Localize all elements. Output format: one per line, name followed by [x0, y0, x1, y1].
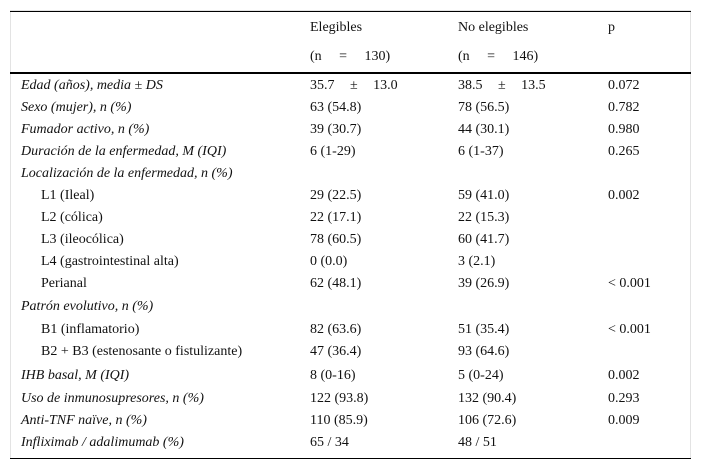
row-eligible: 122 (93.8): [310, 391, 369, 406]
row-noneligible: 132 (90.4): [458, 391, 517, 406]
row-noneligible: 39 (26.9): [458, 276, 510, 291]
row-p: < 0.001: [608, 322, 651, 337]
row-eligible: 8 (0-16): [310, 368, 356, 383]
row-p: 0.009: [608, 413, 640, 428]
row-noneligible: 44 (30.1): [458, 122, 510, 137]
row-label: Duración de la enfermedad, M (IQI): [21, 144, 227, 159]
row-section-label: Localización de la enfermedad, n (%): [21, 166, 233, 181]
row-p: < 0.001: [608, 276, 651, 291]
table-top-rule: [10, 11, 691, 12]
row-eligible: 6 (1-29): [310, 144, 356, 159]
row-eligible: 47 (36.4): [310, 344, 362, 359]
row-label: IHB basal, M (IQI): [21, 368, 130, 383]
header-eligible-title: Elegibles: [310, 20, 363, 35]
row-eligible: 62 (48.1): [310, 276, 362, 291]
row-noneligible: 5 (0-24): [458, 368, 504, 383]
row-noneligible: 22 (15.3): [458, 210, 510, 225]
row-noneligible: 48 / 51: [458, 435, 497, 450]
row-p: 0.265: [608, 144, 640, 159]
row-label: Fumador activo, n (%): [21, 122, 150, 137]
row-sub-label: L1 (Ileal): [41, 188, 95, 203]
row-p: 0.002: [608, 188, 640, 203]
table-bottom-rule: [10, 458, 691, 459]
row-label: Edad (años), media ± DS: [21, 78, 163, 93]
row-noneligible: 78 (56.5): [458, 100, 510, 115]
row-eligible: 22 (17.1): [310, 210, 362, 225]
row-sub-label: L2 (cólica): [41, 210, 103, 225]
header-noneligible-title: No elegibles: [458, 20, 529, 35]
row-eligible: 29 (22.5): [310, 188, 362, 203]
row-noneligible: 60 (41.7): [458, 232, 510, 247]
row-p: 0.002: [608, 368, 640, 383]
row-eligible: 35.7 ± 13.0: [310, 78, 398, 93]
row-noneligible: 6 (1-37): [458, 144, 504, 159]
row-label: Infliximab / adalimumab (%): [21, 435, 184, 450]
row-noneligible: 38.5 ± 13.5: [458, 78, 546, 93]
row-sub-label: Perianal: [41, 276, 87, 291]
row-eligible: 39 (30.7): [310, 122, 362, 137]
header-noneligible-n: (n = 146): [458, 49, 539, 64]
row-eligible: 110 (85.9): [310, 413, 368, 428]
row-sub-label: B1 (inflamatorio): [41, 322, 140, 337]
row-noneligible: 93 (64.6): [458, 344, 510, 359]
header-eligible-n: (n = 130): [310, 49, 391, 64]
row-p: 0.293: [608, 391, 640, 406]
row-section-label: Patrón evolutivo, n (%): [21, 299, 154, 314]
row-eligible: 78 (60.5): [310, 232, 362, 247]
row-p: 0.072: [608, 78, 640, 93]
row-eligible: 82 (63.6): [310, 322, 362, 337]
row-p: 0.782: [608, 100, 640, 115]
row-p: 0.980: [608, 122, 640, 137]
row-eligible: 0 (0.0): [310, 254, 348, 269]
row-noneligible: 3 (2.1): [458, 254, 496, 269]
row-sub-label: L4 (gastrointestinal alta): [41, 254, 179, 269]
row-noneligible: 106 (72.6): [458, 413, 517, 428]
row-label: Uso de inmunosupresores, n (%): [21, 391, 204, 406]
row-eligible: 63 (54.8): [310, 100, 362, 115]
table-header-rule: [10, 72, 691, 74]
header-p-value: p: [608, 20, 615, 35]
row-label: Anti-TNF naïve, n (%): [21, 413, 147, 428]
row-sub-label: L3 (ileocólica): [41, 232, 124, 247]
row-eligible: 65 / 34: [310, 435, 349, 450]
row-sub-label: B2 + B3 (estenosante o fistulizante): [41, 344, 243, 359]
row-label: Sexo (mujer), n (%): [21, 100, 132, 115]
row-noneligible: 59 (41.0): [458, 188, 510, 203]
row-noneligible: 51 (35.4): [458, 322, 510, 337]
